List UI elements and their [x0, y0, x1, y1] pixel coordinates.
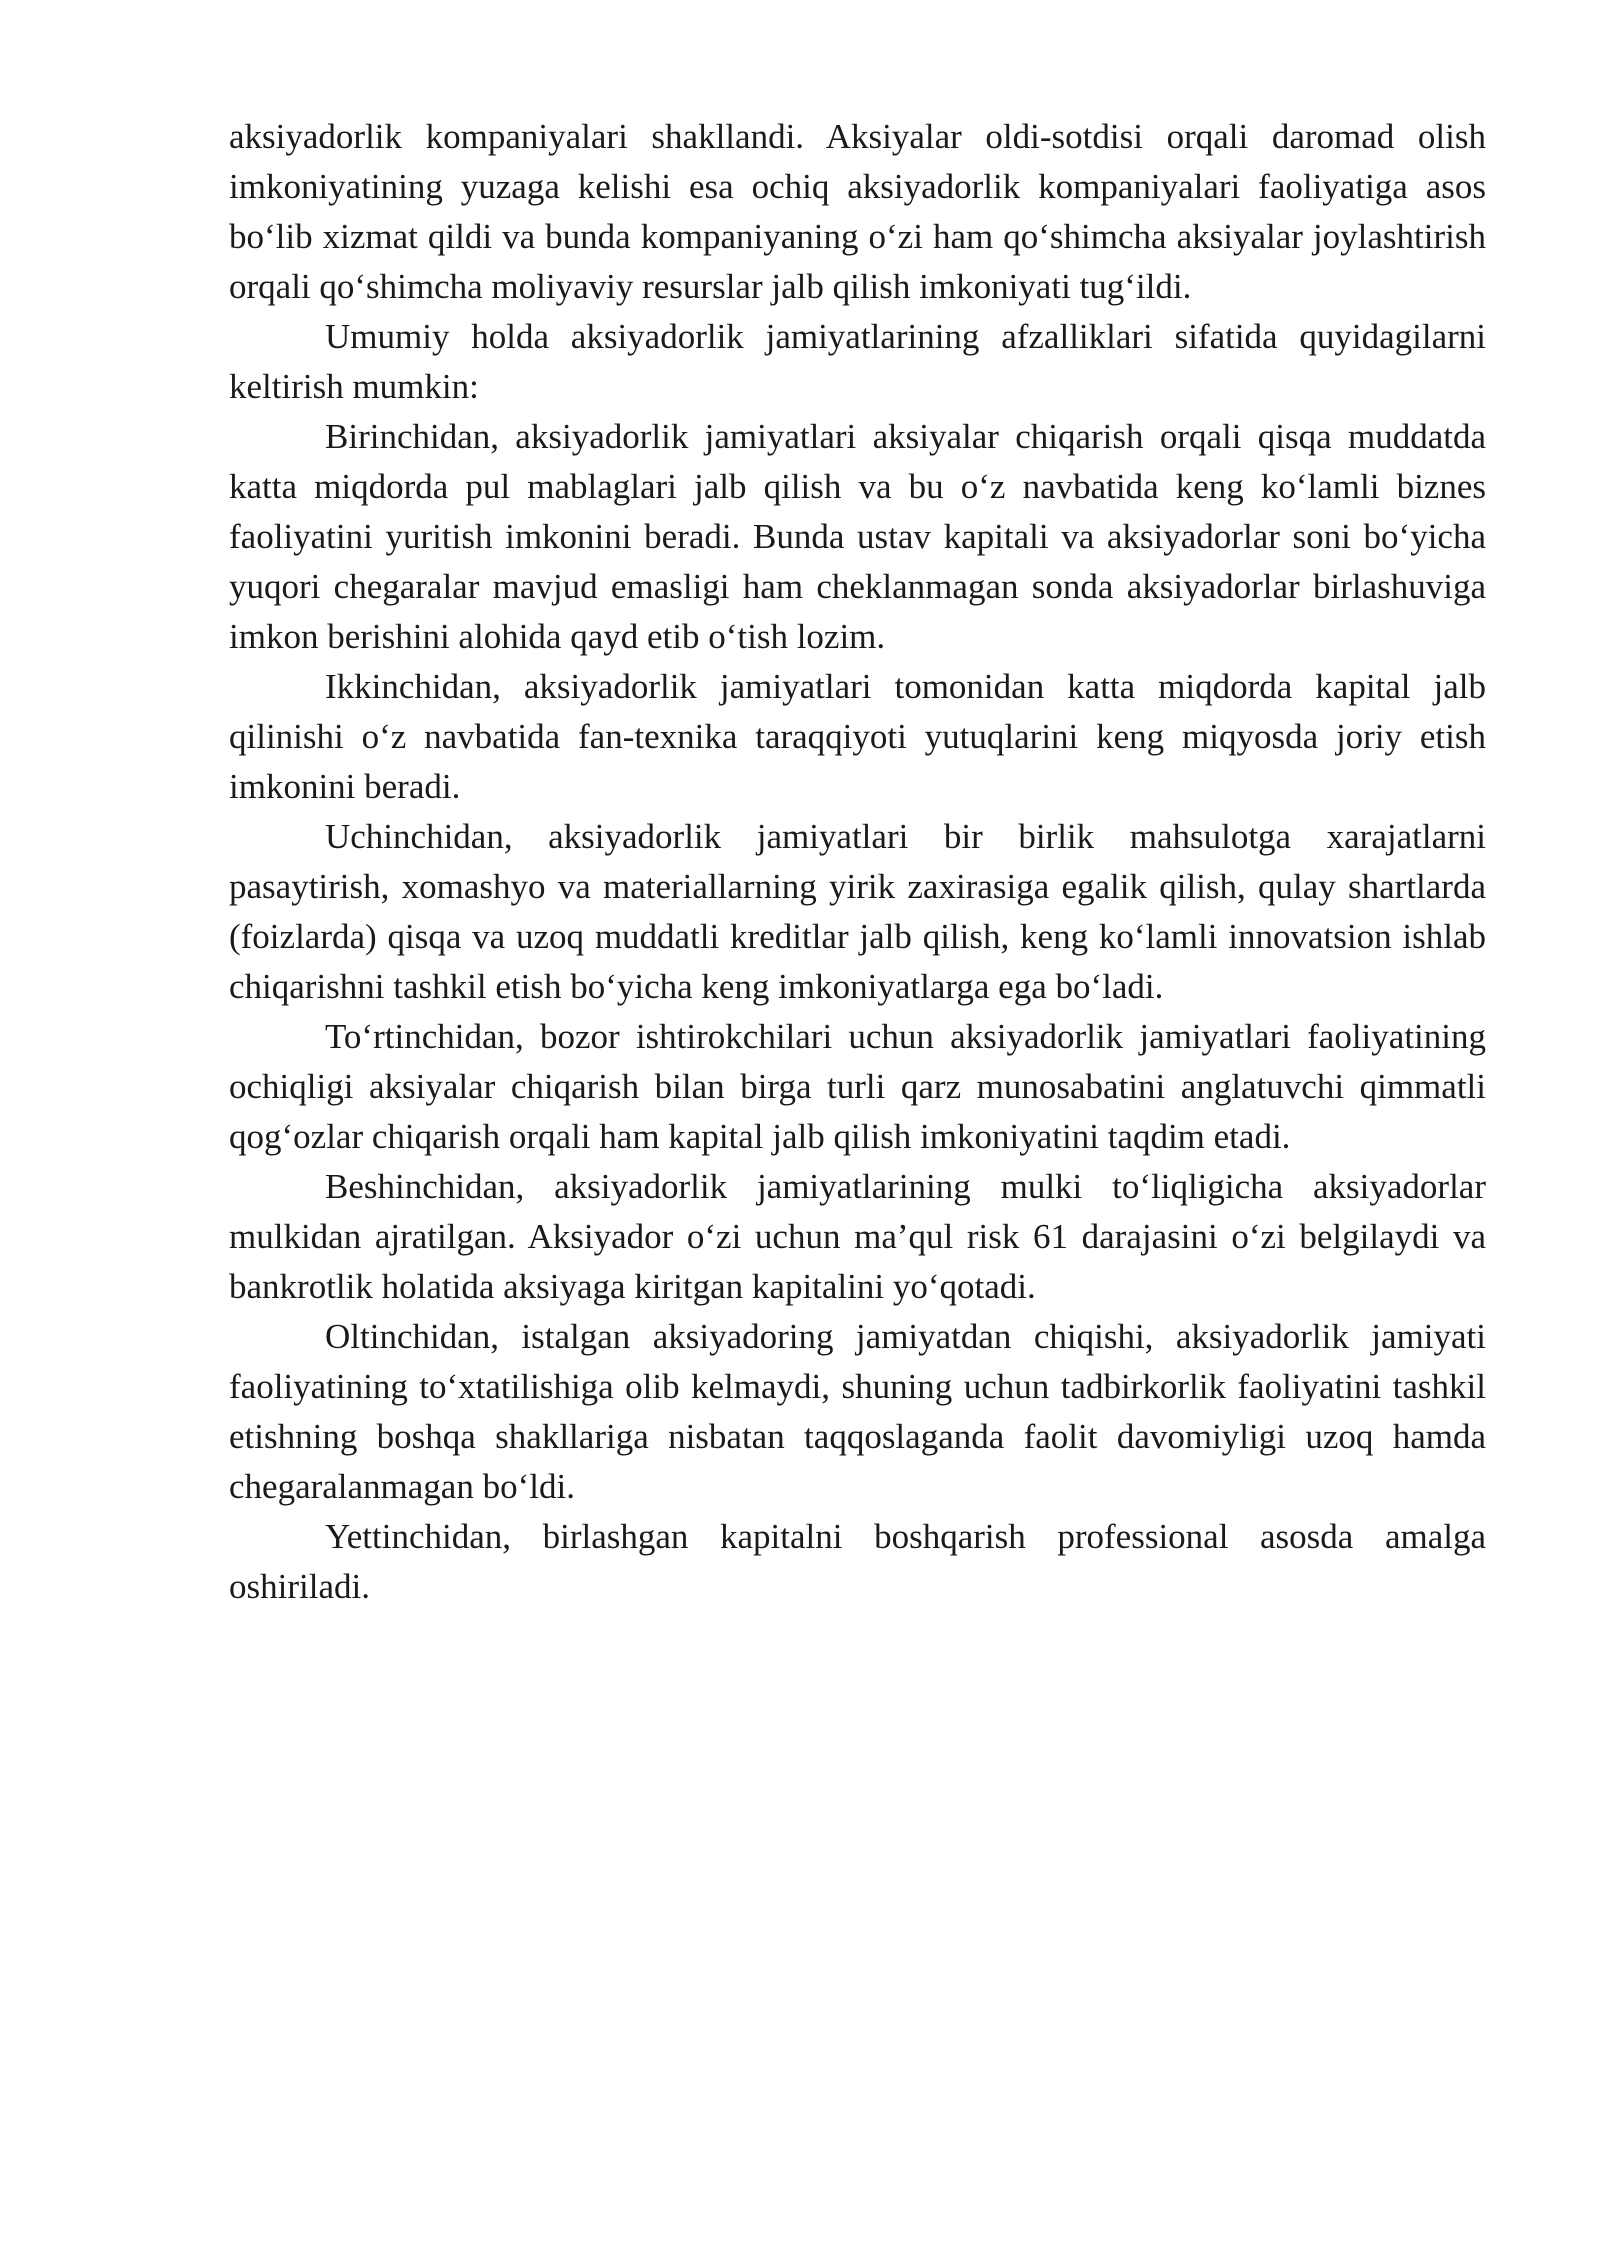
paragraph-fifth-advantage: Beshinchidan, aksiyadorlik jamiyatlarining mulki to‘liqligicha aksiyadorlar mulkidan ajratilgan. Aksiyador o‘zi uchun ma’qul risk 61 darajasini o‘zi belgilaydi va bankrotlik holatida aksiyaga kiritgan kapitalini yo‘qotadi.	[229, 1167, 1486, 1306]
paragraph-second-advantage: Ikkinchidan, aksiyadorlik jamiyatlari tomonidan katta miqdorda kapital jalb qilinishi o‘z navbatida fan-texnika taraqqiyoti yutuqlarini keng miqyosda joriy etish imkonini beradi.	[229, 667, 1486, 806]
paragraph-continuation: aksiyadorlik kompaniyalari shakllandi. Aksiyalar oldi-sotdisi orqali daromad olish imkoniyatining yuzaga kelishi esa ochiq aksiyadorlik kompaniyalari faoliyatiga asos bo‘lib xizmat qildi va bunda kompaniyaning o‘zi ham qo‘shimcha aksiyalar joylashtirish orqali qo‘shimcha moliyaviy resurslar jalb qilish imkoniyati tug‘ildi.	[229, 117, 1486, 306]
paragraph-sixth-advantage: Oltinchidan, istalgan aksiyadoring jamiyatdan chiqishi, aksiyadorlik jamiyati faoliyatining to‘xtatilishiga olib kelmaydi, shuning uchun tadbirkorlik faoliyatini tashkil etishning boshqa shakllariga nisbatan taqqoslaganda faolit davomiyligi uzoq hamda chegaralanmagan bo‘ldi.	[229, 1317, 1486, 1506]
paragraph-fourth-advantage: To‘rtinchidan, bozor ishtirokchilari uchun aksiyadorlik jamiyatlari faoliyatining ochiqligi aksiyalar chiqarish bilan birga turli qarz munosabatini anglatuvchi qimmatli qog‘ozlar chiqarish orqali ham kapital jalb qilish imkoniyatini taqdim etadi.	[229, 1017, 1486, 1156]
paragraph-seventh-advantage: Yettinchidan, birlashgan kapitalni boshqarish professional asosda amalga oshiriladi.	[229, 1517, 1486, 1606]
paragraph-third-advantage: Uchinchidan, aksiyadorlik jamiyatlari bir birlik mahsulotga xarajatlarni pasaytirish, xomashyo va materiallarning yirik zaxirasiga egalik qilish, qulay shartlarda (foizlarda) qisqa va uzoq muddatli kreditlar jalb qilish, keng ko‘lamli innovatsion ishlab chiqarishni tashkil etish bo‘yicha keng imkoniyatlarga ega bo‘ladi.	[229, 817, 1486, 1006]
paragraph-first-advantage: Birinchidan, aksiyadorlik jamiyatlari aksiyalar chiqarish orqali qisqa muddatda katta miqdorda pul mablaglari jalb qilish va bu o‘z navbatida keng ko‘lamli biznes faoliyatini yuritish imkonini beradi. Bunda ustav kapitali va aksiyadorlar soni bo‘yicha yuqori chegaralar mavjud emasligi ham cheklanmagan sonda aksiyadorlar birlashuviga imkon berishini alohida qayd etib o‘tish lozim.	[229, 417, 1486, 656]
paragraph-intro: Umumiy holda aksiyadorlik jamiyatlarining afzalliklari sifatida quyidagilarni keltirish mumkin:	[229, 317, 1486, 406]
document-page	[229, 112, 1486, 1612]
